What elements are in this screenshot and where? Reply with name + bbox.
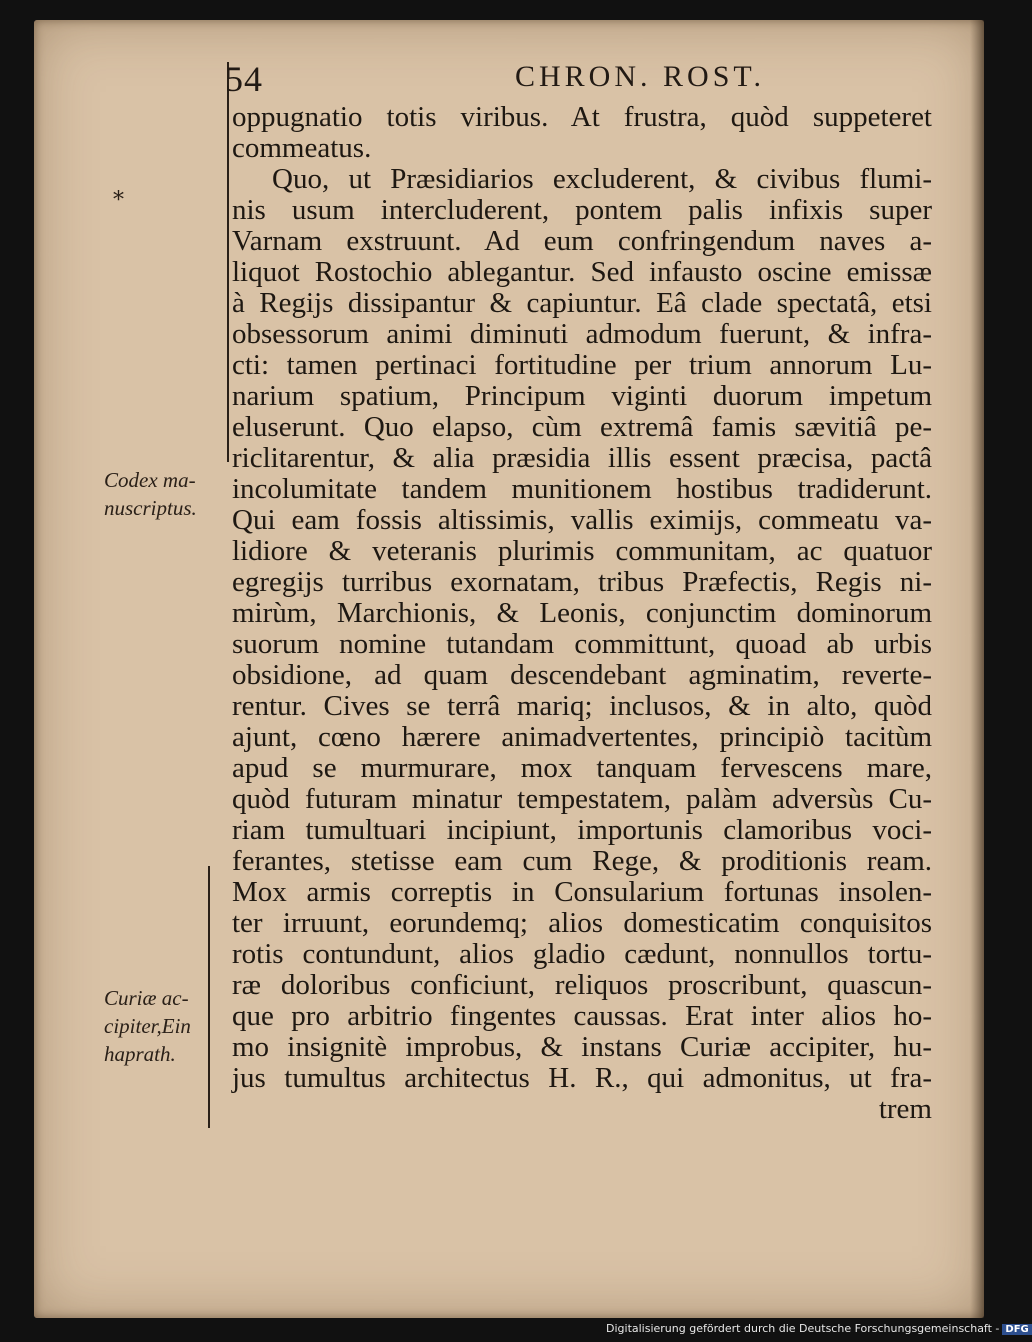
page-header [225, 58, 925, 100]
dfg-logo: DFG [1002, 1324, 1031, 1335]
text-line: cti: tamen pertinaci fortitudine per trium annorum Lu- [232, 349, 932, 381]
text-line: narium spatium, Principum viginti duorum impetum [232, 380, 932, 412]
body-text [232, 102, 932, 1125]
text-line: quòd futuram minatur tempestatem, palàm adversùs Cu- [232, 783, 932, 815]
text-line: que pro arbitrio fingentes caussas. Erat inter alios ho- [232, 1000, 932, 1032]
text-line: obsidione, ad quam descendebant agminatim, reverte- [232, 659, 932, 691]
margin-note-curiae: Curiæ ac- cipiter,Ein haprath. [104, 986, 191, 1066]
margin-note-codex: Codex ma- nuscriptus. [104, 468, 197, 520]
text-line: commeatus. [232, 132, 372, 164]
text-line: liquot Rostochio ablegantur. Sed infausto oscine emissæ [232, 256, 932, 288]
text-line: oppugnatio totis viribus. At frustra, quòd suppeteret [232, 101, 932, 133]
text-line: Quo, ut Præsidiarios excluderent, & civibus flumi- [272, 163, 932, 195]
text-line: eluserunt. Quo elapso, cùm extremâ famis sævitiâ pe- [232, 411, 932, 443]
text-line: nis usum intercluderent, pontem palis infixis super [232, 194, 932, 226]
page-number: 54 [225, 59, 263, 99]
text-line: apud se murmurare, mox tanquam fervescens mare, [232, 752, 932, 784]
text-line: rotis contundunt, alios gladio cædunt, nonnullos tortu- [232, 938, 932, 970]
text-line: suorum nomine tutandam committunt, quoad ab urbis [232, 628, 932, 660]
page-edge-shadow [970, 20, 984, 1318]
text-line: ter irruunt, eorundemq; alios domesticatim conquisitos [232, 907, 932, 939]
text-line: rentur. Cives se terrâ mariq; inclusos, & in alto, quòd [232, 690, 932, 722]
text-line: à Regijs dissipantur & capiuntur. Eâ clade spectatâ, etsi [232, 287, 932, 319]
text-line: egregijs turribus exornatam, tribus Præfectis, Regis ni- [232, 566, 932, 598]
text-line: mirùm, Marchionis, & Leonis, conjunctim dominorum [232, 597, 932, 629]
text-line: obsessorum animi diminuti admodum fuerunt, & infra- [232, 318, 932, 350]
text-line: Mox armis correptis in Consularium fortunas insolen- [232, 876, 932, 908]
catchword: trem [878, 1093, 932, 1125]
text-line: Qui eam fossis altissimis, vallis eximijs, commeatu va- [232, 504, 932, 536]
text-line: mo insignitè improbus, & instans Curiæ accipiter, hu- [232, 1031, 932, 1063]
text-line: riam tumultuari incipiunt, importunis clamoribus voci- [232, 814, 932, 846]
margin-asterisk: * [113, 188, 124, 213]
text-line: incolumitate tandem munitionem hostibus tradiderunt. [232, 473, 932, 505]
text-line: ajunt, cœno hærere animadvertentes, principiò tacitùm [232, 721, 932, 753]
text-line: riclitarentur, & alia præsidia illis essent præcisa, pactâ [232, 442, 932, 474]
text-line: Varnam exstruunt. Ad eum confringendum naves a- [232, 225, 932, 257]
text-line: lidiore & veteranis plurimis communitam, ac quatuor [232, 535, 932, 567]
text-line: ræ doloribus conficiunt, reliquos proscribunt, quascun- [232, 969, 932, 1001]
footer-text: Digitalisierung gefördert durch die Deutsche Forschungsgemeinschaft - [606, 1322, 1000, 1335]
text-line: ferantes, stetisse eam cum Rege, & proditionis ream. [232, 845, 932, 877]
digitization-footer [606, 1322, 1032, 1335]
text-line: jus tumultus architectus H. R., qui admonitus, ut fra- [232, 1062, 932, 1094]
running-head: CHRON. ROST. [515, 60, 765, 93]
margin-rule-top [227, 62, 229, 462]
